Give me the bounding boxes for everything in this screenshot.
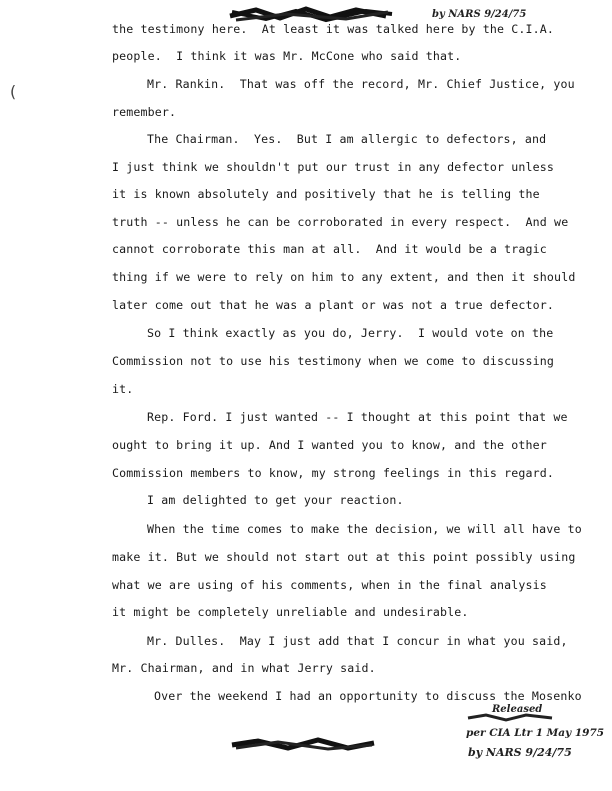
text-line: later come out that he was a plant or was not a true defector.	[112, 298, 555, 312]
stamp-strike-mark	[466, 712, 556, 724]
text-line: Mr. Dulles. May I just add that I concur in what you said,	[147, 634, 568, 648]
text-line: I am delighted to get your reaction.	[147, 493, 404, 507]
text-line: When the time comes to make the decision, we will all have to	[147, 522, 582, 536]
header-handwritten-note: by NARS 9/24/75	[432, 9, 527, 20]
text-line: what we are using of his comments, when in the final analysis	[112, 578, 547, 592]
text-line: So I think exactly as you do, Jerry. I would vote on the	[147, 326, 554, 340]
text-line: Mr. Rankin. That was off the record, Mr. Chief Justice, you	[147, 77, 575, 91]
text-line: remember.	[112, 105, 177, 119]
text-line: people. I think it was Mr. McCone who said that.	[112, 49, 462, 63]
text-line: Commission members to know, my strong feelings in this regard.	[112, 466, 555, 480]
text-line: make it. But we should not start out at this point possibly using	[112, 550, 576, 564]
text-line: I just think we shouldn't put our trust in any defector unless	[112, 160, 555, 174]
margin-mark: (	[8, 82, 18, 101]
text-line: ought to bring it up. And I wanted you to know, and the other	[112, 438, 547, 452]
text-line: Rep. Ford. I just wanted -- I thought at this point that we	[147, 410, 568, 424]
text-line: cannot corroborate this man at all. And it would be a tragic	[112, 242, 547, 256]
text-line: thing if we were to rely on him to any extent, and then it should	[112, 270, 576, 284]
text-line: Mr. Chairman, and in what Jerry said.	[112, 661, 376, 675]
text-line: Over the weekend I had an opportunity to discuss the Mosenko	[154, 689, 582, 703]
text-line: truth -- unless he can be corroborated in every respect. And we	[112, 215, 569, 229]
stamp-by-nars: by NARS 9/24/75	[468, 746, 572, 759]
stamp-released: Released	[492, 704, 543, 715]
text-line: it is known absolutely and positively that he is telling the	[112, 187, 540, 201]
text-line: it.	[112, 382, 134, 396]
text-line: the testimony here. At least it was talked here by the C.I.A.	[112, 22, 555, 36]
text-line: The Chairman. Yes. But I am allergic to defectors, and	[147, 132, 547, 146]
stamp-authority: per CIA Ltr 1 May 1975	[466, 727, 605, 739]
text-line: it might be completely unreliable and undesirable.	[112, 605, 469, 619]
text-line: Commission not to use his testimony when we come to discussing	[112, 354, 555, 368]
bottom-redaction-mark	[228, 736, 378, 754]
